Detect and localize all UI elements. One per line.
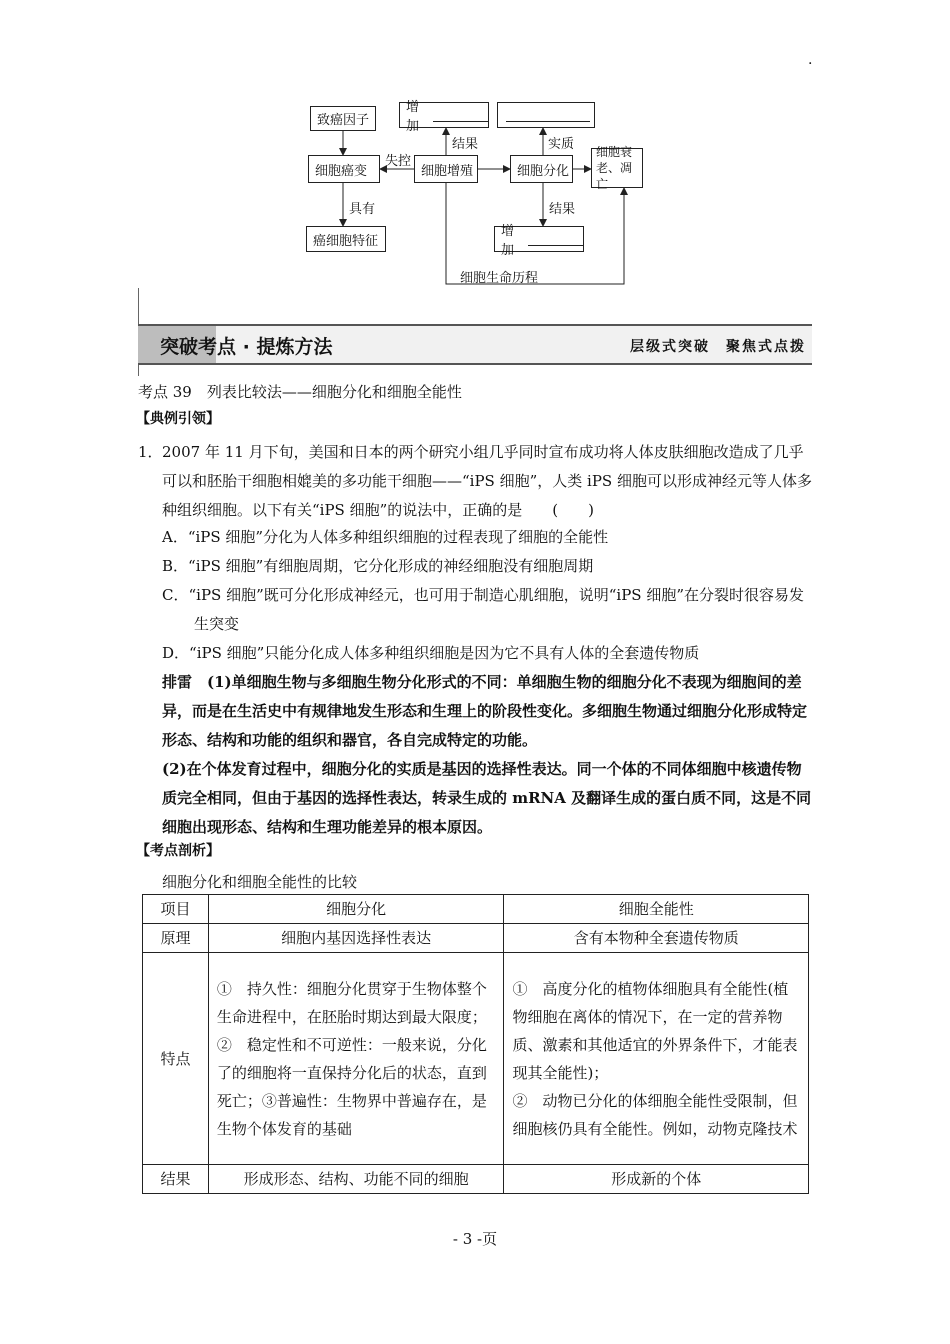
table-cell: 细胞内基因选择性表达 [208,924,504,953]
box-proliferation [414,155,478,183]
analysis-heading: 【考点剖析】 [136,843,220,859]
section-title: 考点 39 列表比较法——细胞分化和细胞全能性 [138,383,462,401]
table-header-cell: 细胞全能性 [504,895,809,924]
label-life-history: 细胞生命历程 [460,271,539,286]
label-result-1: 结果 [452,137,479,152]
banner-title: 突破考点 · 提炼方法 [160,336,333,358]
box-canceration [308,155,380,183]
example-heading: 【典例引领】 [136,411,220,427]
table-header-cell: 项目 [143,895,209,924]
box-cancer-features-text: 癌细胞特征 [313,233,379,249]
label-essence: 实质 [548,137,575,152]
box-senescence-text: 细胞衰老、凋亡 [596,145,633,191]
table-cell: 结果 [143,1165,209,1194]
table-cell: 特点 [143,953,209,1165]
section-banner [138,288,812,376]
table-cell: 含有本物种全套遗传物质 [504,924,809,953]
table-caption: 细胞分化和细胞全能性的比较 [162,873,358,891]
question-number: 1． [138,443,163,461]
box-increase-2 [494,224,584,258]
option-b: B．“iPS 细胞”有细胞周期，它分化形成的神经细胞没有细胞周期 [162,557,594,575]
option-a: A．“iPS 细胞”分化为人体多种组织细胞的过程表现了细胞的全能性 [162,528,609,546]
explain-paragraph-2: (2)在个体发育过程中，细胞分化的实质是基因的选择性表达。同一个体的不同体细胞中核遗传物质完全相同，但由于基因的选择性表达，转录生成的 mRNA 及翻译生成的蛋白质不同，这是不同细胞出现形态、结构和生理功能差异的根本原因。 [162,760,812,836]
top-mark: . [808,52,813,68]
table-cell: 形成新的个体 [504,1165,809,1194]
table-cell: ① 高度分化的植物体细胞具有全能性(植物细胞在离体的情况下，在一定的营养物质、激素和其他适宜的外界条件下，才能表现其全能性)； ② 动物已分化的体细胞全能性受限制，但细胞核仍具有全能性。例如，动物克隆技术 [504,953,809,1165]
table-row [143,953,809,1165]
blank-line [433,109,488,122]
box-increase-2-text: 增加 [501,224,515,258]
box-increase-1-text: 增加 [406,100,420,134]
question-stem: 2007 年 11 月下旬，美国和日本的两个研究小组几乎同时宣布成功将人体皮肤细胞改造成了几乎可以和胚胎干细胞相媲美的多功能干细胞——“iPS 细胞”，人类 iPS 细胞可以形成神经元等人体多种组织细胞。以下有关“iPS 细胞”的说法中，正确的是 ( ) [162,443,812,519]
label-loss-control: 失控 [385,154,412,169]
blank-line [506,109,590,122]
table-cell: 形成形态、结构、功能不同的细胞 [208,1165,504,1194]
page-number: - 3 -页 [452,1230,498,1248]
banner-slogan: 层级式突破 聚焦式点拨 [630,339,806,355]
label-result-2: 结果 [549,202,576,217]
table-cell: 原理 [143,924,209,953]
option-c: C．“iPS 细胞”既可分化形成神经元，也可用于制造心肌细胞，说明“iPS 细胞”在分裂时很容易发生突变 [162,586,805,633]
banner-bar [138,324,812,365]
option-d: D．“iPS 细胞”只能分化成人体多种组织细胞是因为它不具有人体的全套遗传物质 [162,644,700,662]
comparison-table [142,894,809,1194]
box-carcinogen [310,106,376,131]
table-row [143,1165,809,1194]
box-cancer-features [306,226,386,252]
box-differentiation-text: 细胞分化 [517,163,570,179]
explain-paragraph-1: 排雷 (1)单细胞生物与多细胞生物分化形式的不同：单细胞生物的细胞分化不表现为细胞间的差异，而是在生活史中有规律地发生形态和生理上的阶段性变化。多细胞生物通过细胞分化形成特定形态、结构和功能的组织和器官，各自完成特定的功能。 [162,673,808,749]
box-increase-1 [399,100,489,134]
blank-line [528,233,583,246]
box-differentiation [510,155,573,183]
box-canceration-text: 细胞癌变 [315,163,368,179]
box-blank [497,102,595,128]
table-row [143,924,809,953]
box-senescence [591,145,643,191]
table-header-row [143,895,809,924]
box-carcinogen-text: 致癌因子 [317,113,370,128]
table-header-cell: 细胞分化 [208,895,504,924]
label-have: 具有 [349,202,376,217]
box-proliferation-text: 细胞增殖 [421,163,474,179]
table-cell: ① 持久性：细胞分化贯穿于生物体整个生命进程中，在胚胎时期达到最大限度； ② 稳定性和不可逆性：一般来说，分化了的细胞将一直保持分化后的状态，直到死亡；③普遍性：生物界中普遍存在，是生物个体发育的基础 [208,953,504,1165]
